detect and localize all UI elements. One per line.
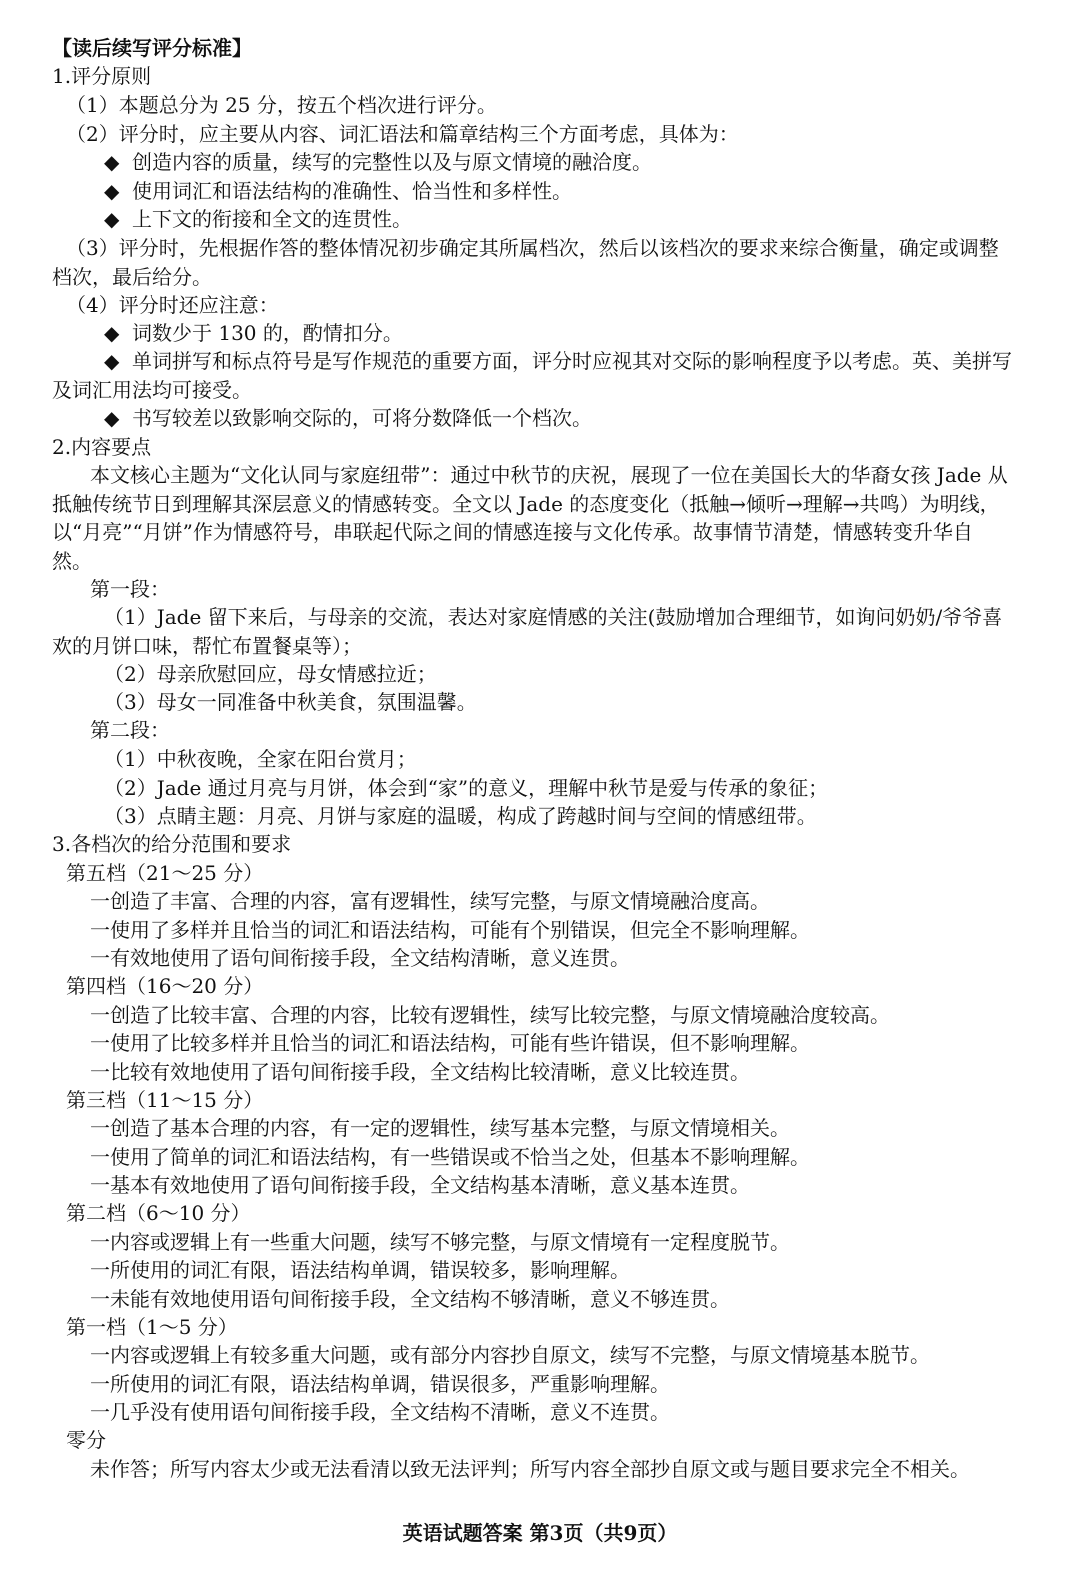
grade-3-line-1: 一创造了基本合理的内容，有一定的逻辑性，续写基本完整，与原文情境相关。 <box>90 1116 790 1140</box>
para1-point-2: （2）母亲欣慰回应，母女情感拉近； <box>104 662 437 686</box>
diamond-bullet-icon: ◆ <box>104 150 120 174</box>
bullet-text: 使用词汇和语法结构的准确性、恰当性和多样性。 <box>132 179 572 203</box>
grade-2-label: 第二档（6～10 分） <box>66 1201 251 1225</box>
section-2-heading: 2.内容要点 <box>52 435 152 459</box>
document-title: 【读后续写评分标准】 <box>52 36 252 60</box>
bullet-text: 创造内容的质量，续写的完整性以及与原文情境的融洽度。 <box>132 150 652 174</box>
grade-5-label: 第五档（21～25 分） <box>66 861 264 885</box>
section-1-heading: 1.评分原则 <box>52 64 152 88</box>
s1-bullet-5 <box>52 347 1012 404</box>
grade-2-line-3: 一未能有效地使用语句间衔接手段，全文结构不够清晰，意义不够连贯。 <box>90 1287 730 1311</box>
s1-item-1: （1）本题总分为 25 分，按五个档次进行评分。 <box>66 93 497 117</box>
paragraph-1-label: 第一段： <box>90 577 170 601</box>
para1-point-3: （3）母女一同准备中秋美食，氛围温馨。 <box>104 690 477 714</box>
s1-item-2: （2）评分时，应主要从内容、词汇语法和篇章结构三个方面考虑，具体为： <box>66 122 739 146</box>
grade-4-line-3: 一比较有效地使用了语句间衔接手段，全文结构比较清晰，意义比较连贯。 <box>90 1060 750 1084</box>
diamond-bullet-icon: ◆ <box>104 406 120 430</box>
diamond-bullet-icon: ◆ <box>104 321 120 345</box>
paragraph-2-label: 第二段： <box>90 718 170 742</box>
grade-4-line-2: 一使用了比较多样并且恰当的词汇和语法结构，可能有些许错误，但不影响理解。 <box>90 1031 810 1055</box>
s2-intro: 本文核心主题为“文化认同与家庭纽带”：通过中秋节的庆祝，展现了一位在美国长大的华裔女孩 Jade 从抵触传统节日到理解其深层意义的情感转变。全文以 Jade 的态度变化（抵触→倾听→理解→共鸣）为明线，以“月亮”“月饼”作为情感符号，串联起代际之间的情感连接与文化传承。故事情节清楚，情感转变升华自然。 <box>52 463 1008 573</box>
grade-0-text: 未作答；所写内容太少或无法看清以致无法评判；所写内容全部抄自原文或与题目要求完全不相关。 <box>90 1457 970 1481</box>
grade-2-line-1: 一内容或逻辑上有一些重大问题，续写不够完整，与原文情境有一定程度脱节。 <box>90 1230 790 1254</box>
grade-1-line-2: 一所使用的词汇有限，语法结构单调，错误很多，严重影响理解。 <box>90 1372 670 1396</box>
s1-bullet-6 <box>104 404 1064 432</box>
grade-1-line-1: 一内容或逻辑上有较多重大问题，或有部分内容抄自原文，续写不完整，与原文情境基本脱节。 <box>90 1343 930 1367</box>
s1-bullet-1 <box>104 148 1064 176</box>
s1-bullet-2 <box>104 177 1064 205</box>
para2-point-3: （3）点睛主题：月亮、月饼与家庭的温暖，构成了跨越时间与空间的情感纽带。 <box>104 804 817 828</box>
para2-point-1: （1）中秋夜晚，全家在阳台赏月； <box>104 747 417 771</box>
grade-2-line-2: 一所使用的词汇有限，语法结构单调，错误较多，影响理解。 <box>90 1258 630 1282</box>
s1-bullet-4 <box>104 319 1064 347</box>
grade-5-line-3: 一有效地使用了语句间衔接手段，全文结构清晰，意义连贯。 <box>90 946 630 970</box>
grade-3-label: 第三档（11～15 分） <box>66 1088 264 1112</box>
bullet-text: 书写较差以致影响交际的，可将分数降低一个档次。 <box>132 406 592 430</box>
diamond-bullet-icon: ◆ <box>104 207 120 231</box>
grade-4-label: 第四档（16～20 分） <box>66 974 264 998</box>
bullet-text: 词数少于 130 的，酌情扣分。 <box>132 321 403 345</box>
bullet-text: 上下文的衔接和全文的连贯性。 <box>132 207 412 231</box>
grade-0-label: 零分 <box>66 1428 106 1452</box>
page-footer: 英语试题答案 第3页（共9页） <box>402 1521 678 1545</box>
grade-1-line-3: 一几乎没有使用语句间衔接手段，全文结构不清晰，意义不连贯。 <box>90 1400 670 1424</box>
diamond-bullet-icon: ◆ <box>104 349 120 373</box>
bullet-text: 单词拼写和标点符号是写作规范的重要方面，评分时应视其对交际的影响程度予以考虑。英、美拼写及词汇用法均可接受。 <box>52 349 1012 402</box>
section-3-heading: 3.各档次的给分范围和要求 <box>52 832 292 856</box>
grade-3-line-2: 一使用了简单的词汇和语法结构，有一些错误或不恰当之处，但基本不影响理解。 <box>90 1145 810 1169</box>
s1-bullet-3 <box>104 205 1064 233</box>
para2-point-2: （2）Jade 通过月亮与月饼，体会到“家”的意义，理解中秋节是爱与传承的象征； <box>104 776 829 800</box>
grade-1-label: 第一档（1～5 分） <box>66 1315 238 1339</box>
para1-point-1: （1）Jade 留下来后，与母亲的交流，表达对家庭情感的关注(鼓励增加合理细节，如询问奶奶/爷爷喜欢的月饼口味，帮忙布置餐桌等）； <box>52 605 1003 658</box>
grade-4-line-1: 一创造了比较丰富、合理的内容，比较有逻辑性，续写比较完整，与原文情境融洽度较高。 <box>90 1003 890 1027</box>
s1-item-3: （3）评分时，先根据作答的整体情况初步确定其所属档次，然后以该档次的要求来综合衡量，确定或调整档次，最后给分。 <box>52 236 999 289</box>
grade-5-line-2: 一使用了多样并且恰当的词汇和语法结构，可能有个别错误，但完全不影响理解。 <box>90 918 810 942</box>
grade-5-line-1: 一创造了丰富、合理的内容，富有逻辑性，续写完整，与原文情境融洽度高。 <box>90 889 770 913</box>
s1-item-4: （4）评分时还应注意： <box>66 293 279 317</box>
grade-3-line-3: 一基本有效地使用了语句间衔接手段，全文结构基本清晰，意义基本连贯。 <box>90 1173 750 1197</box>
diamond-bullet-icon: ◆ <box>104 179 120 203</box>
